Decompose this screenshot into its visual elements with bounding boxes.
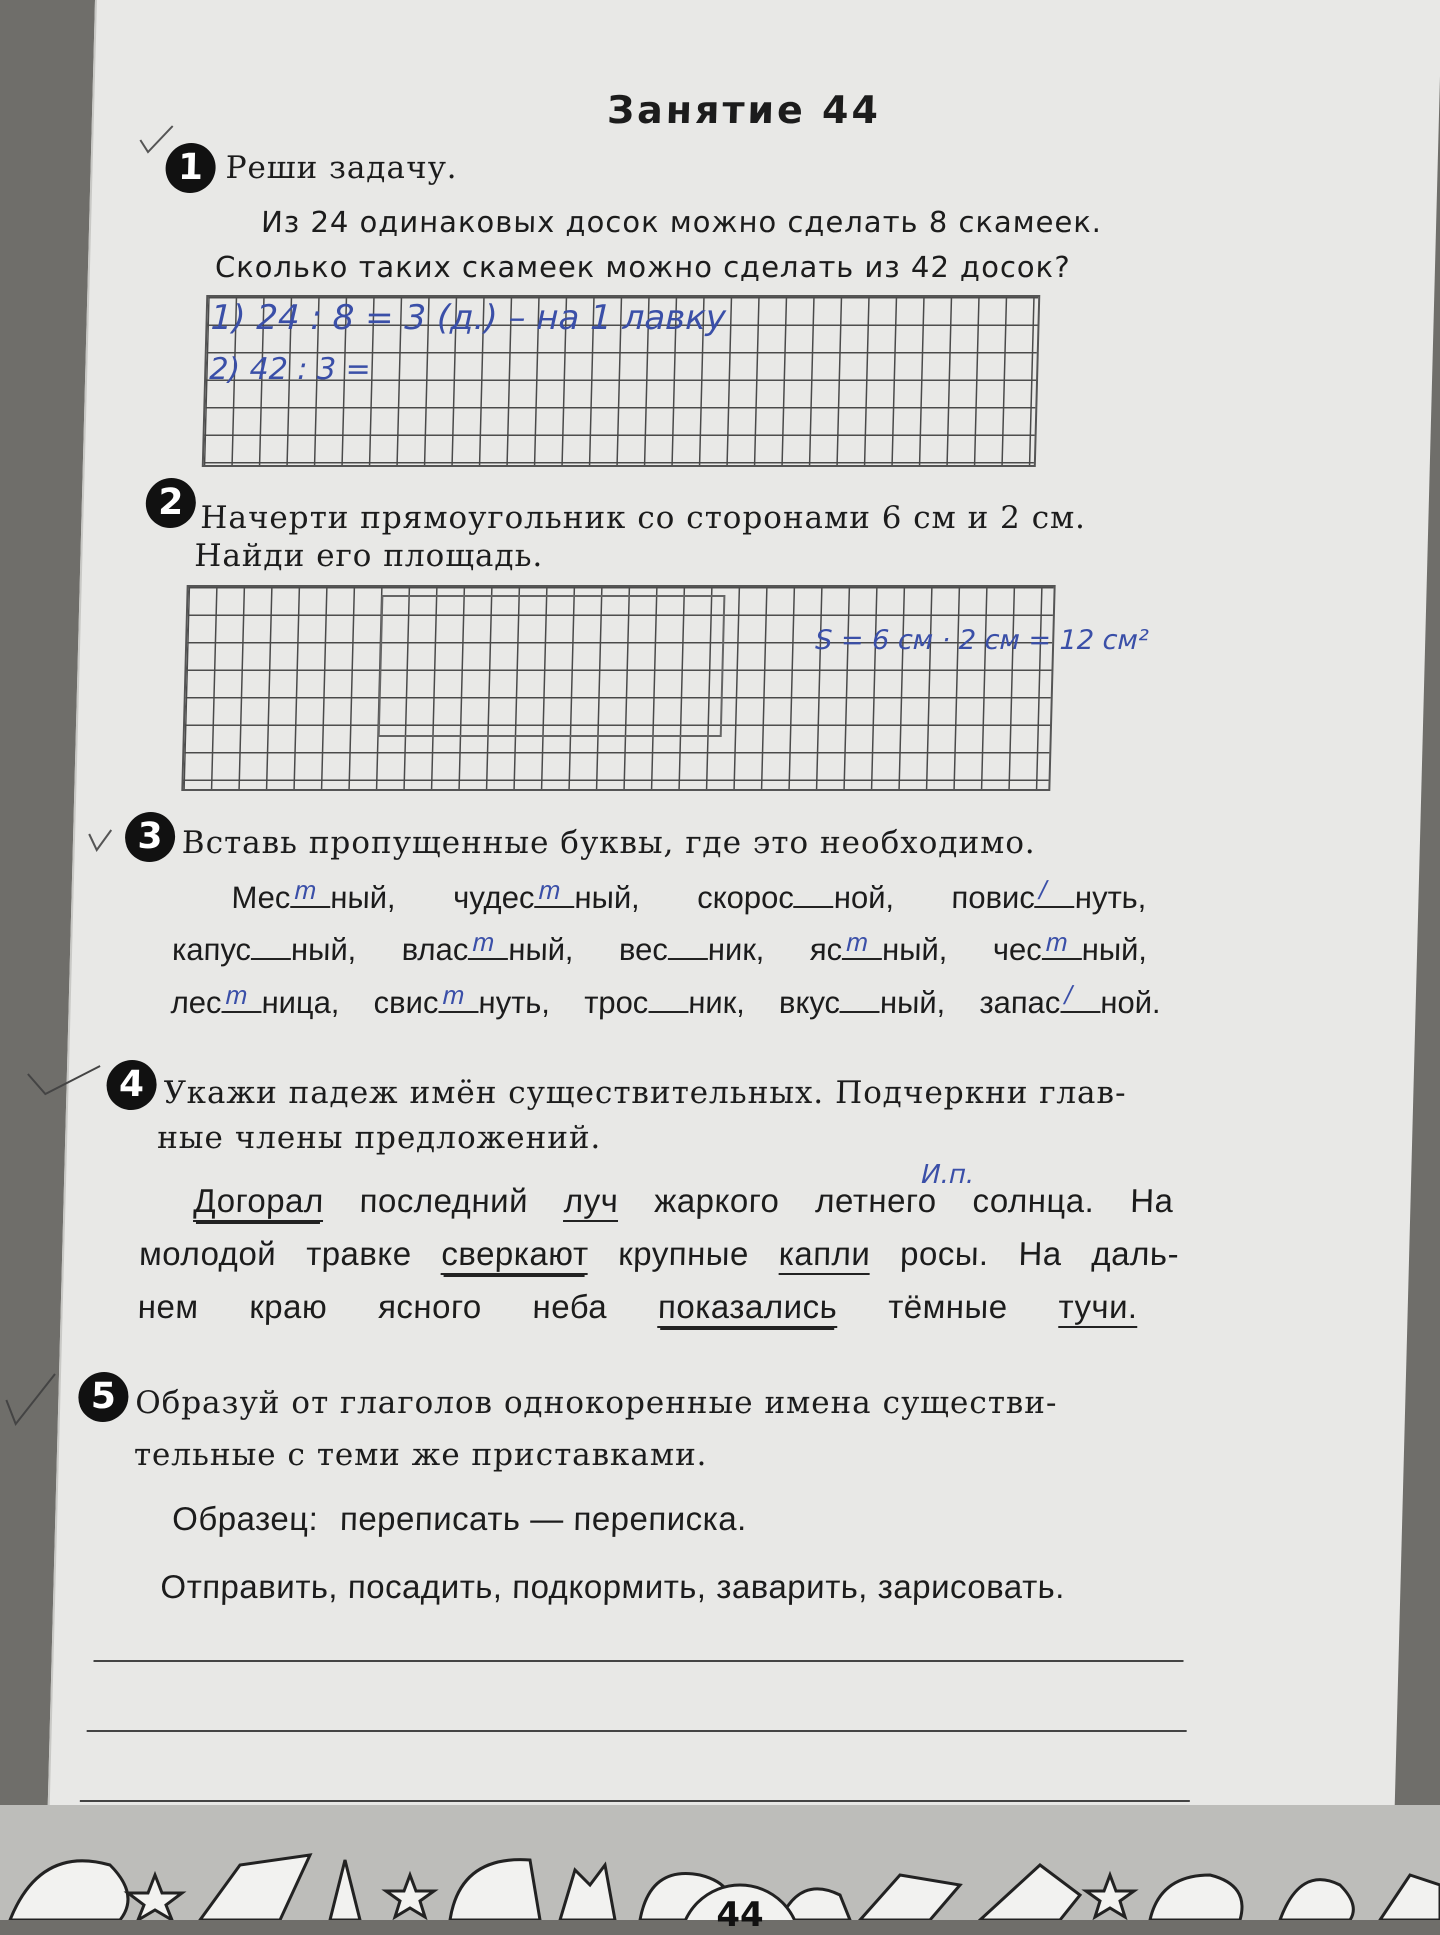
sentence-word: молодой	[138, 1235, 277, 1272]
word-item: влас т ный,	[401, 927, 575, 967]
sentence-word: Догорал	[193, 1182, 324, 1222]
decorative-footer	[0, 1805, 1440, 1935]
letter-blank[interactable]	[668, 958, 708, 960]
task1-heading: Реши задачу.	[225, 150, 459, 186]
task5-heading-line1: Образуй от глаголов однокоренные имена существи-	[134, 1385, 1058, 1421]
sentence-word: капли	[778, 1235, 871, 1275]
answer-line-3[interactable]	[80, 1800, 1190, 1802]
page-number: 44	[716, 1895, 764, 1935]
sentence-word: травке	[305, 1235, 413, 1272]
word-item: вкус ный,	[778, 985, 946, 1020]
answer-line-1[interactable]	[93, 1660, 1183, 1662]
sentence-word: последний	[359, 1182, 529, 1219]
sentence-word: даль-	[1091, 1235, 1180, 1272]
task1-handwritten-line2: 2) 42 : 3 =	[208, 352, 372, 387]
sentence-word: тёмные	[887, 1288, 1009, 1325]
word-item: капус ный,	[171, 932, 357, 967]
task3-heading: Вставь пропущенные буквы, где это необходимо.	[181, 825, 1037, 861]
task5-sample	[172, 1500, 748, 1538]
task3-number: 3	[124, 812, 175, 862]
letter-blank[interactable]: т	[438, 1011, 478, 1013]
letter-blank[interactable]	[840, 1011, 880, 1013]
letter-blank[interactable]	[251, 958, 291, 960]
task5-heading-line2: тельные с теми же приставками.	[133, 1437, 709, 1473]
sentence-word: росы.	[899, 1235, 990, 1272]
word-item: лес т ница,	[170, 980, 341, 1020]
task2-heading-line2: Найди его площадь.	[193, 538, 544, 574]
task2-heading-line1: Начерти прямоугольник со сторонами 6 см и 2 см.	[199, 500, 1087, 536]
word-item: свис т нуть,	[373, 980, 551, 1020]
task4-sentence-line2	[139, 1235, 1180, 1275]
task4-sentence-line3	[137, 1288, 1138, 1328]
sentence-word: луч	[563, 1182, 619, 1222]
task1-text-line2: Сколько таких скамеек можно сделать из 42 досок?	[214, 250, 1072, 284]
workbook-page	[45, 0, 1440, 1920]
teacher-check-mark-icon	[0, 1370, 61, 1430]
sentence-word: краю	[248, 1288, 328, 1325]
word-item: Мес т ный,	[231, 875, 397, 915]
letter-blank[interactable]: т	[221, 1011, 261, 1013]
task1-handwritten-line1: 1) 24 : 8 = 3 (д.) – на 1 лавку	[210, 298, 727, 338]
letter-blank[interactable]	[794, 906, 834, 908]
task3-row1	[231, 875, 1147, 916]
sentence-word: показались	[658, 1288, 838, 1328]
word-item: чудес т ный,	[452, 875, 641, 915]
task4-handwritten-case: И.п.	[920, 1160, 975, 1190]
task3-row2	[171, 927, 1148, 968]
letter-blank[interactable]: /	[1035, 906, 1075, 908]
sample-text: переписать — переписка.	[339, 1500, 748, 1537]
teacher-check-mark-icon	[23, 1060, 104, 1100]
word-item: запас / ной.	[979, 980, 1162, 1020]
word-item: трос ник,	[583, 985, 746, 1020]
sentence-word: ясного	[377, 1288, 483, 1325]
word-item: скорос ной,	[696, 880, 895, 915]
task4-number: 4	[106, 1060, 157, 1110]
sentence-word: нем	[137, 1288, 200, 1325]
sentence-word: солнца.	[972, 1182, 1095, 1219]
sample-label: Образец:	[171, 1500, 319, 1537]
letter-blank[interactable]: т	[842, 958, 882, 960]
teacher-check-mark-icon	[85, 826, 116, 856]
task1-number: 1	[165, 143, 216, 193]
sentence-word: жаркого	[653, 1182, 780, 1219]
word-item: повис / нуть,	[951, 875, 1147, 915]
task5-verbs: Отправить, посадить, подкормить, заварить, зарисовать.	[159, 1568, 1066, 1605]
answer-line-2[interactable]	[87, 1730, 1187, 1732]
letter-blank[interactable]	[648, 1011, 688, 1013]
sentence-word: летнего	[814, 1182, 938, 1219]
task3-row3	[170, 980, 1162, 1021]
letter-blank[interactable]: т	[468, 958, 508, 960]
sentence-word: неба	[532, 1288, 608, 1325]
task5-number: 5	[78, 1372, 129, 1422]
task4-sentence-line1	[193, 1182, 1174, 1222]
drawn-rectangle	[378, 595, 726, 737]
task1-text-line1: Из 24 одинаковых досок можно сделать 8 скамеек.	[260, 205, 1103, 239]
word-item: чес т ный,	[992, 927, 1148, 967]
sentence-word: сверкают	[441, 1235, 589, 1275]
task4-heading-line2: ные члены предложений.	[156, 1120, 602, 1156]
sentence-word: крупные	[617, 1235, 750, 1272]
task2-handwritten-formula: S = 6 см · 2 см = 12 см²	[814, 625, 1150, 656]
task2-number: 2	[145, 478, 196, 528]
word-item: яс т ный,	[809, 927, 948, 967]
page-title: Занятие 44	[606, 88, 882, 132]
task4-heading-line1: Укажи падеж имён существительных. Подчеркни глав-	[162, 1075, 1128, 1111]
word-item: вес ник,	[618, 932, 766, 967]
sentence-word: тучи.	[1058, 1288, 1138, 1328]
letter-blank[interactable]: т	[534, 906, 574, 908]
sentence-word: На	[1129, 1182, 1174, 1219]
sentence-word: На	[1018, 1235, 1063, 1272]
letter-blank[interactable]: /	[1060, 1011, 1100, 1013]
letter-blank[interactable]: т	[290, 906, 330, 908]
letter-blank[interactable]: т	[1042, 958, 1082, 960]
